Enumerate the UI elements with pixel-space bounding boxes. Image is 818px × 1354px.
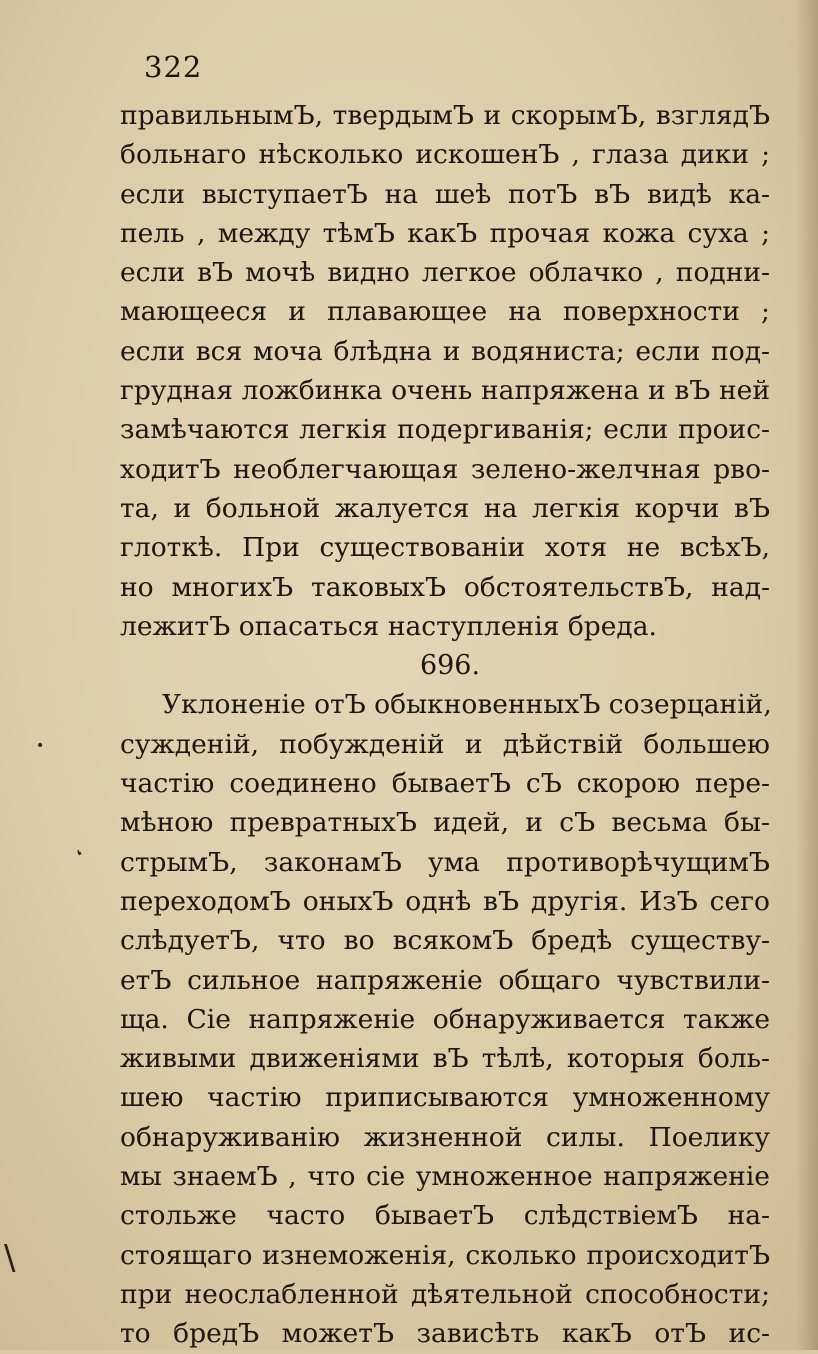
page-number: 322 [144,50,203,84]
text-line: если выступаетЪ на шеѣ потЪ вЪ видѣ ка- [120,178,770,210]
text-line: сужденій, побужденій и дѣйствій большею [120,728,770,760]
margin-tick-mark: ❛ [73,845,88,866]
text-line: ща. Сіе напряженіе обнаруживается также [120,1003,770,1035]
margin-dot-mark: • [36,738,45,754]
text-line: грудная ложбинка очень напряжена и вЪ ней [120,375,770,407]
text-line: пель , между тѣмЪ какЪ прочая кожа суха ; [120,217,770,249]
text-line: слѣдуетЪ, что во всякомЪ бредѣ существу- [120,925,770,957]
text-line: Уклоненіе отЪ обыкновенныхЪ созерцаній, [162,689,772,721]
text-line: лежитЪ опасаться наступленія бреда. [120,610,657,642]
text-line: то бредЪ можетЪ зависѣть какЪ отЪ ис- [120,1318,770,1350]
text-line: стоящаго изнеможенія, сколько происходитЪ [120,1239,770,1271]
text-line: мѣною превратныхЪ идей, и сЪ весьма бы- [120,807,770,839]
text-line: если вЪ мочѣ видно легкое облачко , подни- [120,257,770,289]
margin-slash-mark: \ [4,1238,16,1278]
text-line: стрымЪ, законамЪ ума противорѣчущимЪ [120,846,770,878]
text-line: глоткѣ. При существованіи хотя не всѣхЪ, [120,532,770,564]
text-line: замѣчаются легкія подергиванія; если проис- [120,414,770,446]
text-line: та, и больной жалуется на легкія корчи вЪ [120,492,770,524]
text-line: етЪ сильное напряженіе общаго чувствили- [120,964,770,996]
text-line: правильнымЪ, твердымЪ и скорымЪ, взглядЪ [120,100,770,131]
text-line: частію соединено бываетЪ сЪ скорою пере- [120,768,770,800]
text-block [120,96,770,1354]
text-line: при неослабленной дѣятельной способности; [120,1278,770,1310]
text-line: больнаго нѣсколько искошенЪ , глаза дики ; [120,139,770,171]
text-line: если вся моча блѣдна и водяниста; если под- [120,335,770,367]
text-line: стольже часто бываетЪ слѣдствіемЪ на- [120,1200,770,1232]
paragraph-1 [120,96,770,646]
text-line: обнаруживанію жизненной силы. Поелику [120,1121,770,1153]
text-line: шею частію приписываются умноженному [120,1082,770,1114]
text-line: живыми движеніями вЪ тѣлѣ, которыя боль- [120,1043,770,1075]
text-line: переходомЪ оныхЪ однѣ вЪ другія. ИзЪ сего [120,885,770,917]
section-number: 696. [419,650,481,682]
text-line: мающееся и плавающее на поверхности ; [120,296,770,328]
text-line: ходитЪ необлегчающая зелено-желчная рво- [120,453,770,485]
text-line: мы знаемЪ , что сіе умноженное напряженіе [120,1161,770,1193]
paragraph-2 [120,685,770,1353]
page-edge-shadow [796,0,818,1350]
text-line: но многихЪ таковыхЪ обстоятельствЪ, над- [120,571,770,603]
